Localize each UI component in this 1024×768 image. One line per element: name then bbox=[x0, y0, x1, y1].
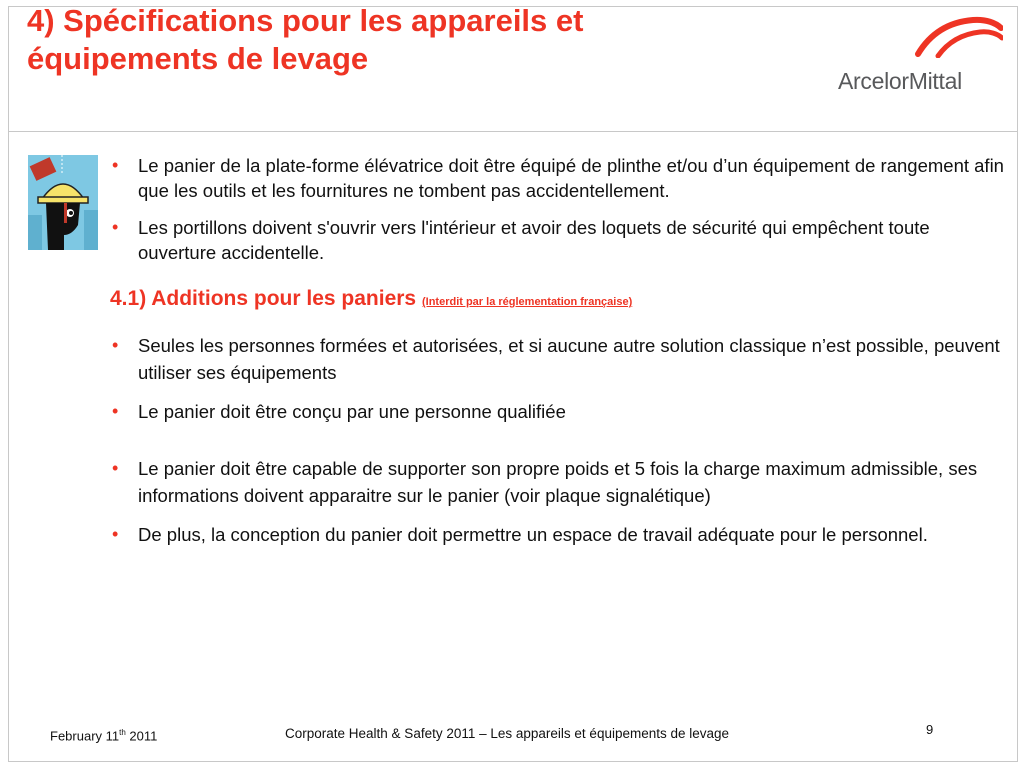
bullet-mark: • bbox=[112, 524, 119, 544]
list-item bbox=[110, 398, 1005, 425]
footer-date-prefix: February 11 bbox=[50, 728, 120, 744]
footer-date bbox=[50, 728, 157, 743]
list-item bbox=[110, 521, 1005, 548]
arcelormittal-logo bbox=[838, 26, 998, 96]
logo-wordmark: ArcelorMittal bbox=[838, 68, 962, 94]
page-number: 9 bbox=[926, 722, 934, 737]
slide-content bbox=[110, 153, 1005, 548]
slide-title-line2: équipements de levage bbox=[27, 41, 369, 76]
logo-swoosh-icon bbox=[838, 14, 1003, 58]
bullet-text: De plus, la conception du panier doit permettre un espace de travail adéquate pour le personnel. bbox=[138, 524, 928, 545]
bullet-text: Le panier de la plate-forme élévatrice doit être équipé de plinthe et/ou d’un équipement de rangement afin que les outils et les fournitures ne tombent pas accidentellement. bbox=[138, 155, 1004, 201]
bullet-list-bottom bbox=[110, 332, 1005, 548]
title-divider bbox=[9, 131, 1017, 132]
footer-date-sup: th bbox=[119, 728, 126, 737]
list-item bbox=[110, 332, 1005, 386]
slide-title-line1: 4) Spécifications pour les appareils et bbox=[27, 3, 584, 38]
bullet-mark: • bbox=[112, 155, 119, 175]
bullet-text: Les portillons doivent s'ouvrir vers l'intérieur et avoir des loquets de sécurité qui empêchent toute ouverture accidentelle. bbox=[138, 217, 930, 263]
bullet-mark: • bbox=[112, 458, 119, 478]
list-item bbox=[110, 455, 1005, 509]
subheading-note: (Interdit par la réglementation française) bbox=[421, 296, 633, 308]
list-item bbox=[110, 215, 1005, 265]
footer-title: Corporate Health & Safety 2011 – Les appareils et équipements de levage bbox=[285, 726, 730, 741]
bullet-text: Le panier doit être conçu par une personne qualifiée bbox=[138, 401, 566, 422]
bullet-list-top bbox=[110, 153, 1005, 265]
footer-date-suffix: 2011 bbox=[125, 728, 158, 744]
slide-title bbox=[27, 2, 817, 78]
list-item bbox=[110, 153, 1005, 203]
bullet-text: Le panier doit être capable de supporter son propre poids et 5 fois la charge maximum admissible, ses informations doivent apparaitre sur le panier (voir plaque signalétique) bbox=[138, 458, 978, 506]
bullet-text: Seules les personnes formées et autorisées, et si aucune autre solution classique n’est possible, peuvent utiliser ses équipements bbox=[138, 335, 1000, 383]
bullet-mark: • bbox=[112, 217, 119, 237]
bullet-mark: • bbox=[112, 335, 119, 355]
hard-hat-worker-icon bbox=[28, 155, 98, 250]
bullet-mark: • bbox=[112, 401, 119, 421]
section-subheading bbox=[110, 285, 1005, 316]
subheading-text: 4.1) Additions pour les paniers bbox=[110, 287, 417, 310]
